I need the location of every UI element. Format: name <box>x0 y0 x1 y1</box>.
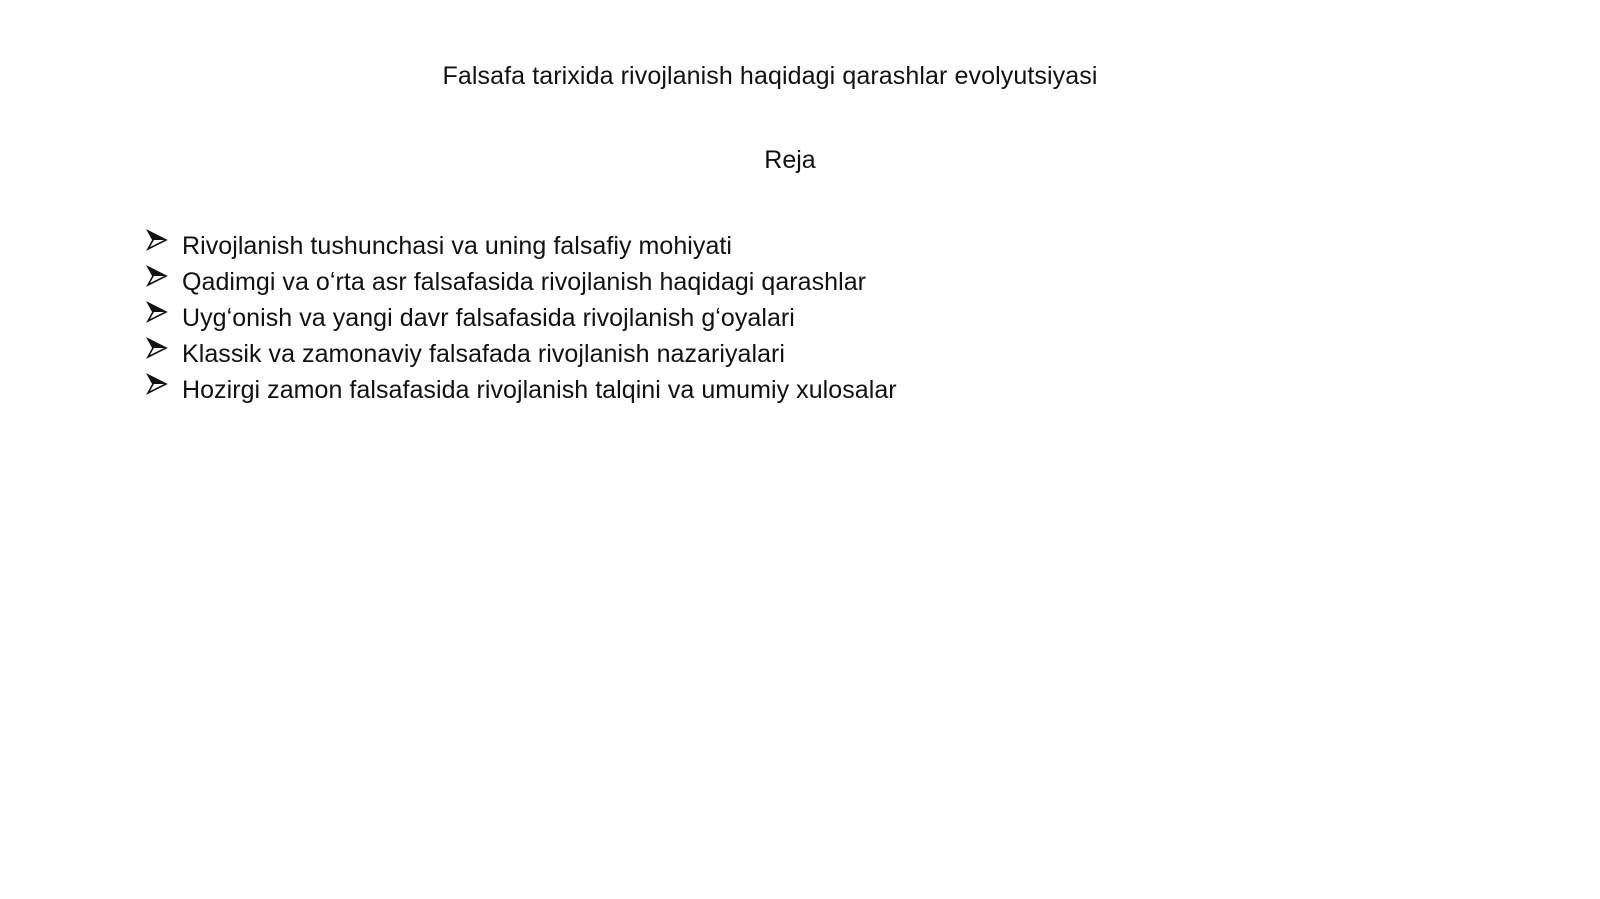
list-item <box>146 372 897 408</box>
list-item-label: Uygʻonish va yangi davr falsafasida rivojlanish gʻoyalari <box>182 304 795 332</box>
arrowhead-bullet-icon <box>146 336 182 372</box>
list-item-label: Rivojlanish tushunchasi va uning falsafiy mohiyati <box>182 232 733 260</box>
plan-list <box>146 228 897 408</box>
list-item <box>146 300 897 336</box>
list-item-label: Klassik va zamonaviy falsafada rivojlanish nazariyalari <box>182 340 786 368</box>
list-item-label: Hozirgi zamon falsafasida rivojlanish talqini va umumiy xulosalar <box>182 376 897 404</box>
arrowhead-bullet-icon <box>146 264 182 300</box>
slide-subtitle: Reja <box>764 146 816 174</box>
arrowhead-bullet-icon <box>146 228 182 264</box>
slide-title: Falsafa tarixida rivojlanish haqidagi qarashlar evolyutsiyasi <box>442 62 1098 90</box>
arrowhead-bullet-icon <box>146 372 182 408</box>
list-item-label: Qadimgi va oʻrta asr falsafasida rivojlanish haqidagi qarashlar <box>182 268 867 296</box>
list-item <box>146 228 897 264</box>
arrowhead-bullet-icon <box>146 300 182 336</box>
list-item <box>146 264 897 300</box>
list-item <box>146 336 897 372</box>
